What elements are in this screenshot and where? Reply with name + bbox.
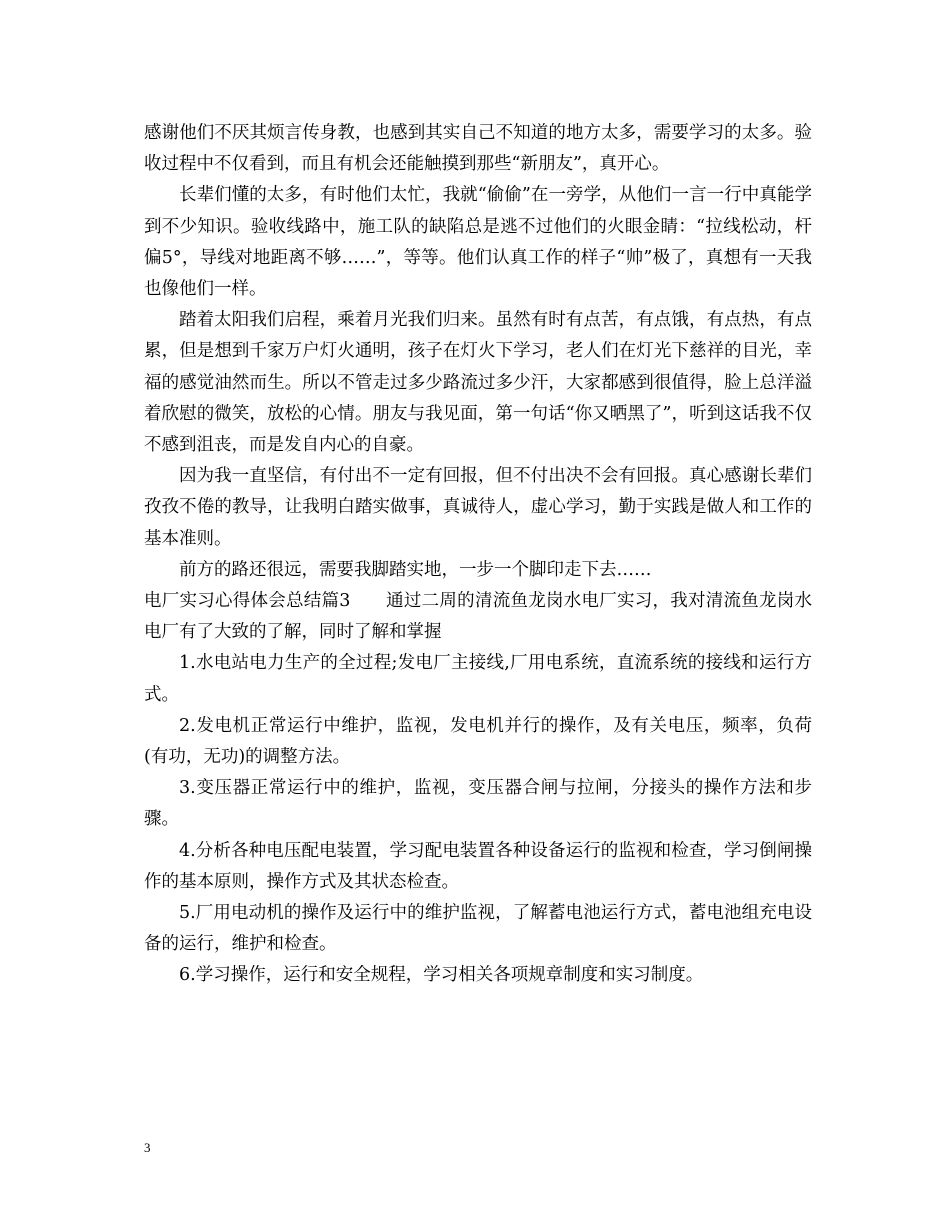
list-item: 5.厂用电动机的操作及运行中的维护监视，了解蓄电池运行方式，蓄电池组充电设备的运行，维护和检查。 [144, 903, 812, 955]
paragraph: 踏着太阳我们启程，乘着月光我们归来。虽然有时有点苦，有点饿，有点热，有点累，但是想到千家万户灯火通明，孩子在灯火下学习，老人们在灯光下慈祥的目光，幸福的感觉油然而生。所以不管走过多少路流过多少汗，大家都感到很值得，脸上总洋溢着欣慰的微笑，放松的心情。朋友与我见面，第一句话“你又晒黑了”，听到这话我不仅不感到沮丧，而是发自内心的自豪。 [144, 310, 812, 456]
page-number: 3 [144, 1140, 151, 1155]
paragraph: 因为我一直坚信，有付出不一定有回报，但不付出决不会有回报。真心感谢长辈们孜孜不倦的教导，让我明白踏实做事，真诚待人，虚心学习，勤于实践是做人和工作的基本准则。 [144, 466, 812, 549]
list-item: 2.发电机正常运行中维护，监视，发电机并行的操作，及有关电压，频率，负荷(有功，无功)的调整方法。 [144, 715, 812, 768]
list-item: 6.学习操作，运行和安全规程，学习相关各项规章制度和实习制度。 [179, 965, 704, 986]
list-item: 1.水电站电力生产的全过程;发电厂主接线,厂用电系统，直流系统的接线和运行方式。 [144, 653, 812, 705]
paragraph: 长辈们懂的太多，有时他们太忙，我就“偷偷”在一旁学，从他们一言一行中真能学到不少知识。验收线路中，施工队的缺陷总是逃不过他们的火眼金睛：“拉线松动，杆偏5°，导线对地距离不够……”，等等。他们认真工作的样子“帅”极了，真想有一天我也像他们一样。 [144, 185, 812, 300]
list-item: 3.变压器正常运行中的维护，监视，变压器合闸与拉闸，分接头的操作方法和步骤。 [144, 778, 812, 830]
document-body [144, 118, 812, 992]
paragraph: 感谢他们不厌其烦言传身教，也感到其实自己不知道的地方太多，需要学习的太多。验收过程中不仅看到，而且有机会还能触摸到那些“新朋友”，真开心。 [144, 123, 812, 175]
section-heading-paragraph: 电厂实习心得体会总结篇3 通过二周的清流鱼龙岗水电厂实习，我对清流鱼龙岗水电厂有了大致的了解，同时了解和掌握 [144, 591, 812, 643]
list-item: 4.分析各种电压配电装置，学习配电装置各种设备运行的监视和检查，学习倒闸操作的基本原则，操作方式及其状态检查。 [144, 840, 812, 892]
paragraph: 前方的路还很远，需要我脚踏实地，一步一个脚印走下去…… [179, 559, 652, 580]
